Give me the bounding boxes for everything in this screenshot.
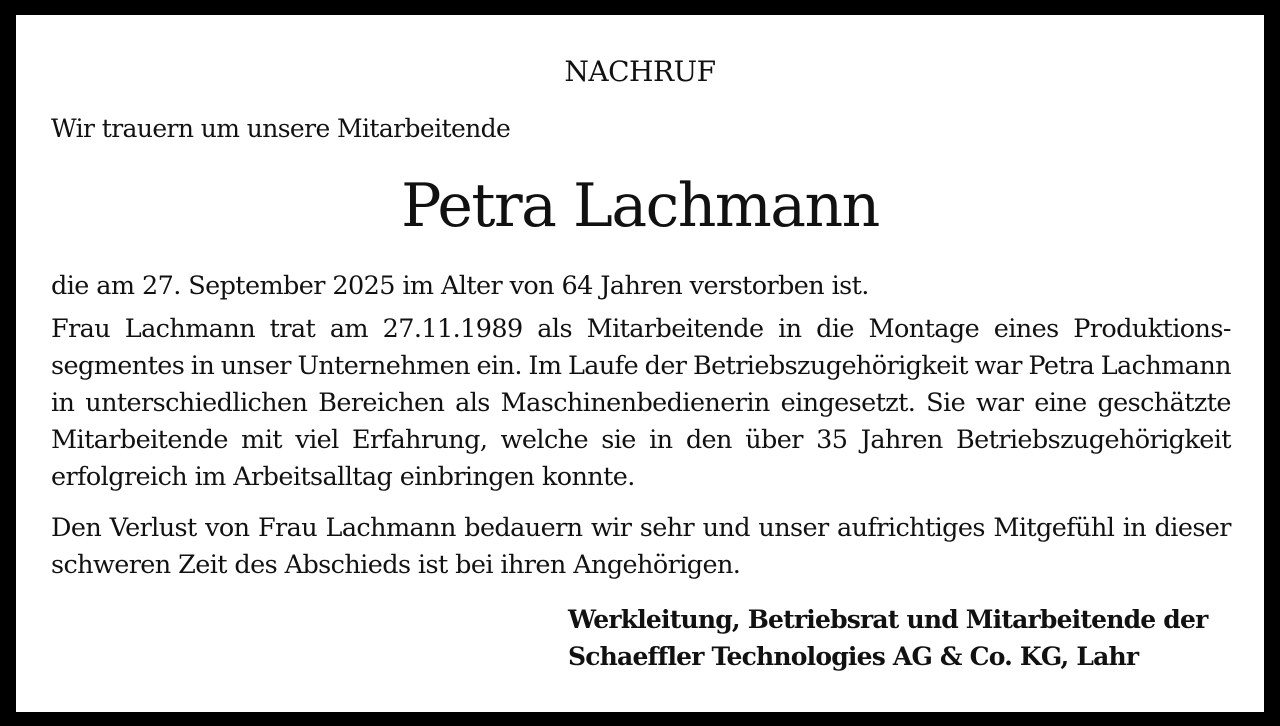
- word: als: [537, 314, 572, 344]
- paragraph1-line: erfolgreich im Arbeitsalltag einbringen konnte.: [51, 462, 635, 492]
- deceased-name: Petra Lachmann: [401, 171, 879, 241]
- word: Mitarbeitende: [51, 425, 228, 455]
- word: Lachmann: [1100, 351, 1231, 381]
- word: Im: [528, 351, 562, 381]
- word: mit: [241, 425, 282, 455]
- word: und: [702, 513, 750, 543]
- word: geschätzte: [1097, 388, 1231, 418]
- word: Produktions-: [1073, 314, 1231, 344]
- word: Erfahrung,: [352, 425, 488, 455]
- word: wir: [590, 513, 632, 543]
- word: unterschiedlichen: [85, 388, 308, 418]
- word: in: [649, 425, 673, 455]
- word: Frau: [51, 314, 111, 344]
- word: in: [51, 388, 75, 418]
- word: eines: [993, 314, 1059, 344]
- word: segmentes: [51, 351, 185, 381]
- word: von: [205, 513, 250, 543]
- word: den: [685, 425, 732, 455]
- word: welche: [500, 425, 588, 455]
- word: Verlust: [109, 513, 197, 543]
- word: Frau: [257, 513, 318, 543]
- word: Jahren: [860, 425, 943, 455]
- word: Petra: [1028, 351, 1095, 381]
- word: in: [778, 314, 802, 344]
- word: Betriebszugehörigkeit: [692, 351, 968, 381]
- word: Unternehmen: [297, 351, 470, 381]
- word: Sie: [926, 388, 966, 418]
- intro-text: Wir trauern um unsere Mitarbeitende: [51, 114, 511, 143]
- word: Mitarbeitende: [586, 314, 764, 344]
- death-line: die am 27. September 2025 im Alter von 64 Jahren verstorben ist.: [51, 271, 869, 301]
- word: Lachmann: [124, 314, 256, 344]
- word: trat: [269, 314, 316, 344]
- word: unser: [220, 351, 291, 381]
- word: Bereichen: [318, 388, 445, 418]
- word: eine: [1034, 388, 1087, 418]
- word: Montage: [868, 314, 980, 344]
- word: Mitgefühl: [993, 513, 1115, 543]
- word: aufrichtiges: [837, 513, 985, 543]
- word: Lachmann: [325, 513, 456, 543]
- signature-line: Schaeffler Technologies AG & Co. KG, Lahr: [568, 642, 1139, 671]
- paragraph1-line: [51, 351, 1231, 381]
- word: war: [975, 388, 1024, 418]
- paragraph1-line: [51, 388, 1231, 418]
- word: eingesetzt.: [780, 388, 916, 418]
- word: Betriebszugehörigkeit: [955, 425, 1231, 455]
- paragraph2-line: [51, 513, 1231, 543]
- word: Den: [51, 513, 102, 543]
- paragraph2-line: schweren Zeit des Abschieds ist bei ihren Angehörigen.: [51, 550, 741, 580]
- signature-line: Werkleitung, Betriebsrat und Mitarbeitende der: [568, 605, 1208, 634]
- word: unser: [758, 513, 829, 543]
- word: viel: [295, 425, 339, 455]
- word: ein.: [476, 351, 522, 381]
- word: über: [745, 425, 803, 455]
- word: als: [455, 388, 490, 418]
- word: sehr: [639, 513, 695, 543]
- word: in: [1122, 513, 1147, 543]
- paragraph1-line: [51, 314, 1231, 344]
- paragraph1-line: [51, 425, 1231, 455]
- word: Maschinenbedienerin: [500, 388, 770, 418]
- word: bedauern: [464, 513, 583, 543]
- word: in: [190, 351, 215, 381]
- word: sie: [601, 425, 636, 455]
- word: war: [974, 351, 1022, 381]
- obituary-heading: NACHRUF: [564, 55, 716, 88]
- word: 35: [816, 425, 848, 455]
- word: die: [816, 314, 854, 344]
- word: Laufe: [567, 351, 639, 381]
- word: der: [644, 351, 687, 381]
- word: dieser: [1154, 513, 1231, 543]
- word: 27.11.1989: [382, 314, 523, 344]
- word: am: [329, 314, 368, 344]
